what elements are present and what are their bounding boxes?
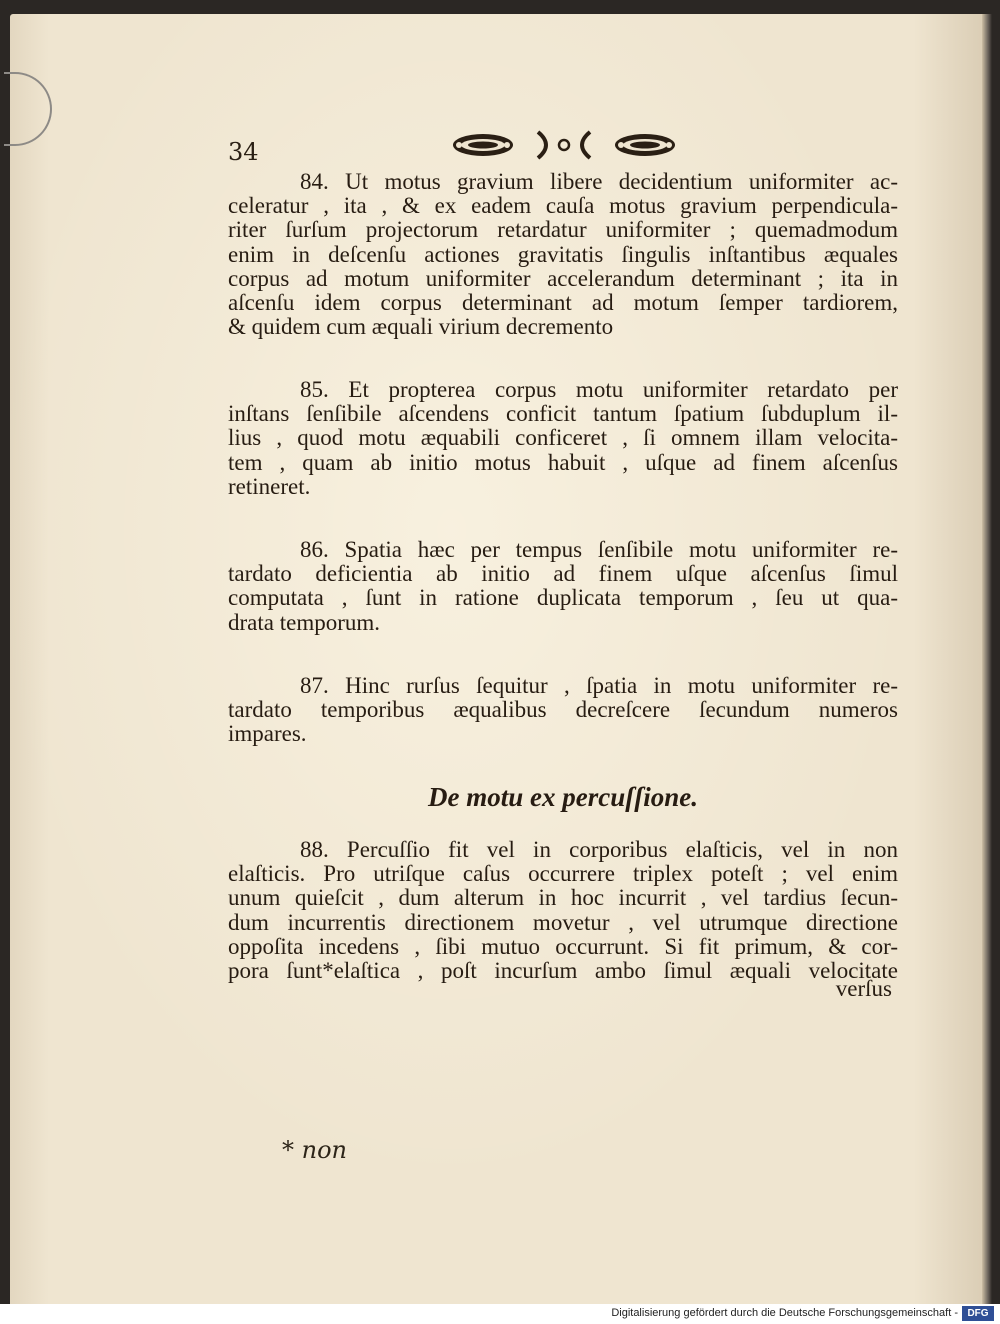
ornament-right-icon	[612, 128, 678, 160]
text-line: riter ſurſum projectorum retardatur uniformiter ; quemadmodum	[228, 217, 898, 243]
text-line: oppoſita incedens , ſibi mutuo occurrunt. Si fit primum, & cor-	[228, 933, 898, 959]
dfg-logo: DFG	[962, 1306, 994, 1321]
binding-clip	[4, 72, 52, 146]
text-line: corpus ad motum uniformiter accelerandum determinant ; ita in	[228, 265, 898, 291]
text-line: computata , ſunt in ratione duplicata temporum , ſeu ut qua-	[228, 585, 898, 611]
paragraph-88	[228, 838, 898, 983]
text-line: retineret.	[228, 473, 311, 499]
paragraph-85	[228, 378, 898, 499]
text-line: 87. Hinc rurſus ſequitur , ſpatia in motu uniformiter re-	[300, 673, 898, 698]
page-number: 34	[228, 138, 259, 166]
page-header	[228, 128, 888, 164]
text-line: dum incurrentis directionem movetur , vel utrumque directione	[228, 909, 898, 935]
text-line: lius , quod motu æquabili conficeret , ſi omnem illam velocita-	[228, 425, 898, 451]
text-line: celeratur , ita , & ex eadem cauſa motus gravium perpendicula-	[228, 193, 898, 219]
text-line: impares.	[228, 721, 307, 747]
text-line: unum quieſcit , dum alterum in hoc incurrit , vel tardius ſecun-	[228, 885, 898, 911]
paragraph-86	[228, 538, 898, 635]
text-line: inſtans ſenſibile aſcendens conficit tantum ſpatium ſubduplum il-	[228, 401, 898, 427]
crescent-ornament-icon	[524, 128, 604, 160]
text-line: pora ſunt*elaſtica , poſt incurſum ambo ſimul æquali velocitate	[228, 958, 898, 984]
paragraph-87	[228, 674, 898, 747]
text-line: enim in deſcenſu actiones gravitatis ſingulis inſtantibus æquales	[228, 241, 898, 267]
catchword: verſus	[835, 976, 892, 1001]
digitization-footer	[0, 1304, 1000, 1324]
text-line: tardato temporibus æqualibus decreſcere ſecundum numeros	[228, 697, 898, 723]
text-line: drata temporum.	[228, 609, 381, 635]
paragraph-84	[228, 170, 898, 339]
text-line: 84. Ut motus gravium libere decidentium uniformiter ac-	[300, 169, 898, 194]
page-edge	[982, 14, 992, 1314]
footer-credit: Digitalisierung gefördert durch die Deutsche Forschungsgemeinschaft -	[611, 1307, 958, 1319]
text-line: tardato deficientia ab initio ad finem uſque aſcenſus ſimul	[228, 561, 898, 587]
text-line: 85. Et propterea corpus motu uniformiter retardato per	[300, 377, 898, 402]
text-line: aſcenſu idem corpus determinant ad motum ſemper tardiorem,	[228, 290, 898, 316]
text-line: tem , quam ab initio motus habuit , uſque ad finem aſcenſus	[228, 449, 898, 475]
section-heading: De motu ex percuſſione.	[428, 782, 698, 812]
text-line: elaſticis. Pro utriſque caſus occurrere triplex poteſt ; vel enim	[228, 861, 898, 887]
handwritten-footnote: * non	[282, 1136, 347, 1164]
ornament-left-icon	[450, 128, 516, 160]
text-line: 86. Spatia hæc per tempus ſenſibile motu uniformiter re-	[300, 537, 898, 562]
text-line: & quidem cum æquali virium decremento	[228, 314, 614, 340]
text-line: 88. Percuſſio fit vel in corporibus elaſticis, vel in non	[300, 837, 898, 862]
